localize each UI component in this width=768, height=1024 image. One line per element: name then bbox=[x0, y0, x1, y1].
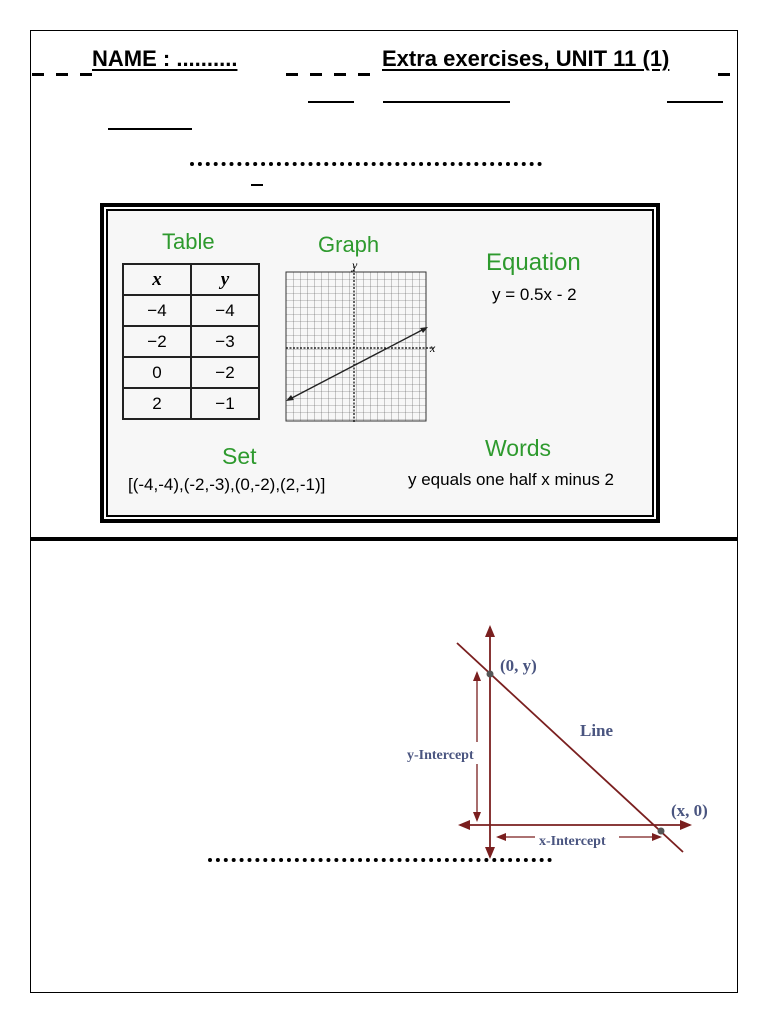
x-intercept-point bbox=[658, 828, 665, 835]
name-label: NAME : .......... bbox=[92, 46, 238, 71]
graph-axis-x-label: x bbox=[430, 341, 436, 355]
table-cell: −1 bbox=[191, 388, 259, 419]
header-dash bbox=[80, 73, 92, 76]
header-dash bbox=[358, 73, 370, 76]
y-intercept-label: y-Intercept bbox=[407, 748, 474, 763]
dotted-answer-line bbox=[190, 162, 542, 166]
y-intercept-point bbox=[487, 671, 494, 678]
answer-blank bbox=[308, 101, 354, 103]
graph-title: Graph bbox=[318, 232, 380, 257]
header-dash bbox=[56, 73, 68, 76]
equation-text: y = 0.5x - 2 bbox=[492, 285, 577, 304]
table-cell: −2 bbox=[123, 326, 191, 357]
worksheet-title: Extra exercises, UNIT 11 (1) bbox=[382, 46, 670, 71]
table-cell: −2 bbox=[191, 357, 259, 388]
table-cell: −4 bbox=[191, 295, 259, 326]
set-text: [(-4,-4),(-2,-3),(0,-2),(2,-1)] bbox=[128, 475, 326, 494]
x-point-label: (x, 0) bbox=[671, 801, 708, 820]
values-table bbox=[122, 263, 260, 420]
answer-blank bbox=[108, 128, 192, 130]
section-divider bbox=[30, 537, 738, 541]
words-text: y equals one half x minus 2 bbox=[408, 470, 615, 489]
header-dash bbox=[334, 73, 346, 76]
header-dash bbox=[718, 73, 730, 76]
table-header-x: x bbox=[123, 264, 191, 295]
answer-blank bbox=[667, 101, 723, 103]
set-title: Set bbox=[222, 443, 257, 469]
table-title: Table bbox=[162, 229, 215, 254]
graph-grid bbox=[282, 258, 442, 426]
graph-axis-y-label: y bbox=[352, 258, 358, 272]
header-dash bbox=[310, 73, 322, 76]
table-cell: −4 bbox=[123, 295, 191, 326]
answer-blank bbox=[383, 101, 510, 103]
equation-title: Equation bbox=[486, 249, 581, 276]
dotted-answer-line bbox=[208, 858, 552, 862]
y-point-label: (0, y) bbox=[500, 656, 537, 675]
table-header-y: y bbox=[191, 264, 259, 295]
table-cell: −3 bbox=[191, 326, 259, 357]
x-intercept-label: x-Intercept bbox=[539, 834, 606, 849]
answer-blank bbox=[251, 184, 263, 186]
header-dash bbox=[32, 73, 44, 76]
table-cell: 0 bbox=[123, 357, 191, 388]
words-title: Words bbox=[485, 435, 552, 461]
table-cell: 2 bbox=[123, 388, 191, 419]
intercept-diagram bbox=[380, 615, 730, 865]
line-label: Line bbox=[580, 721, 614, 740]
header-dash bbox=[286, 73, 298, 76]
worksheet-header bbox=[30, 44, 738, 78]
